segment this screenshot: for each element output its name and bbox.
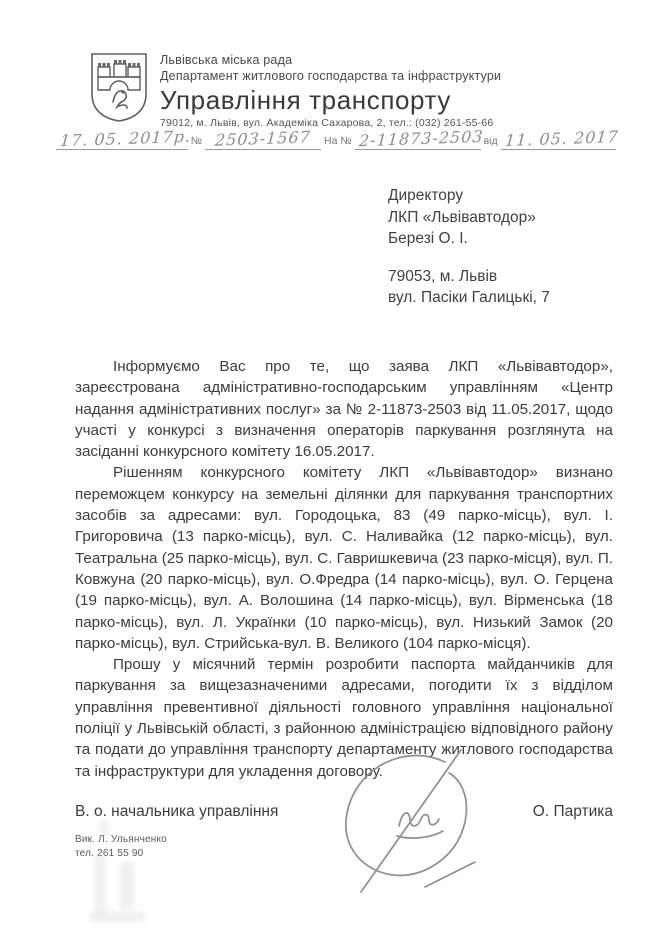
- recipient-title: Директору: [388, 187, 464, 204]
- letter-date-handwritten: 17. 05. 2017р.: [56, 129, 188, 150]
- scan-artifact: [100, 820, 108, 838]
- executor-name: Вик. Л. Ульянченко: [75, 834, 167, 845]
- reference-line: [56, 118, 620, 151]
- lviv-coat-of-arms-icon: [88, 50, 150, 124]
- recipient-postcode-city: 79053, м. Львів: [388, 267, 498, 285]
- org-address: 79012, м. Львів, вул. Академіка Сахарова, 2, тел.: (032) 261-55-66: [160, 117, 494, 129]
- recipient-street: вул. Пасіки Галицькі, 7: [388, 289, 550, 306]
- executor-note: [75, 833, 167, 861]
- recipient-block: [388, 185, 550, 309]
- executor-phone: тел. 261 55 90: [75, 848, 144, 859]
- org-name-line1: Львівська міська рада: [160, 53, 293, 67]
- org-title: Управління транспорту: [160, 85, 451, 115]
- number-label: №: [190, 135, 202, 147]
- org-name-line2: Департамент житлового господарства та інфраструктури: [160, 69, 502, 83]
- recipient-person: Березі О. І.: [388, 230, 468, 247]
- letter-body: [75, 356, 613, 782]
- scan-artifact: [120, 862, 134, 910]
- reply-number-handwritten: 2-11873-2503: [355, 129, 481, 150]
- letter-number-handwritten: 2503-1567: [205, 129, 321, 150]
- recipient-org: ЛКП «Львівавтодор»: [388, 208, 536, 226]
- scan-artifact: [95, 855, 105, 915]
- scan-artifact: [90, 912, 145, 922]
- signer-name: О. Партика: [532, 803, 613, 820]
- body-paragraph-3: Прошу у місячний термін розробити паспорта майданчиків для паркування за вищезазначеними адресами, погодити їх з відділом управління превентивної діяльності головного управління національної поліції у Львівській області, з районною адміністрацією відповідного району та подати до управління транспорту департаменту житлового господарства та інфраструктури для укладення договору.: [75, 656, 613, 780]
- reply-date-handwritten: 11. 05. 2017: [501, 129, 616, 150]
- reply-date-label: від: [483, 135, 498, 147]
- body-paragraph-1: Інформуємо Вас про те, що заява ЛКП «Львівавтодор», зареєстрована адміністративно-господарським управлінням «Центр надання адміністративних послуг» за № 2-11873-2503 від 11.05.2017, щодо участі у конкурсі з визначення операторів паркування розглянута на засіданні конкурсного комітету 16.05.2017.: [75, 358, 613, 461]
- signer-position: В. о. начальника управління: [75, 803, 279, 820]
- signature-row: [75, 803, 613, 821]
- reply-number-label: На №: [323, 135, 352, 147]
- body-paragraph-2: Рішенням конкурсного комітету ЛКП «Львівавтодор» визнано переможцем конкурсу на земельні ділянки для паркування транспортних засобів за адресами: вул. Городоцька, 83 (49 парко-місць), вул. І. Григоровича (13 парко-місць), вул. С. Наливайка (12 парко-місць), вул. Театральна (25 парко-місць), вул. С. Гавришкевича (23 парко-місця), вул. П. Ковжуна (20 парко-місць), вул. О.Фредра (14 парко-місць), вул. О. Герцена (19 парко-місць), вул. А. Волошина (14 парко-місць), вул. Вірменська (18 парко-місць), вул. Л. Українки (10 парко-місць), вул. Низький Замок (20 парко-місць), вул. Стрийська-вул. В. Великого (104 парко-місця).: [75, 464, 613, 652]
